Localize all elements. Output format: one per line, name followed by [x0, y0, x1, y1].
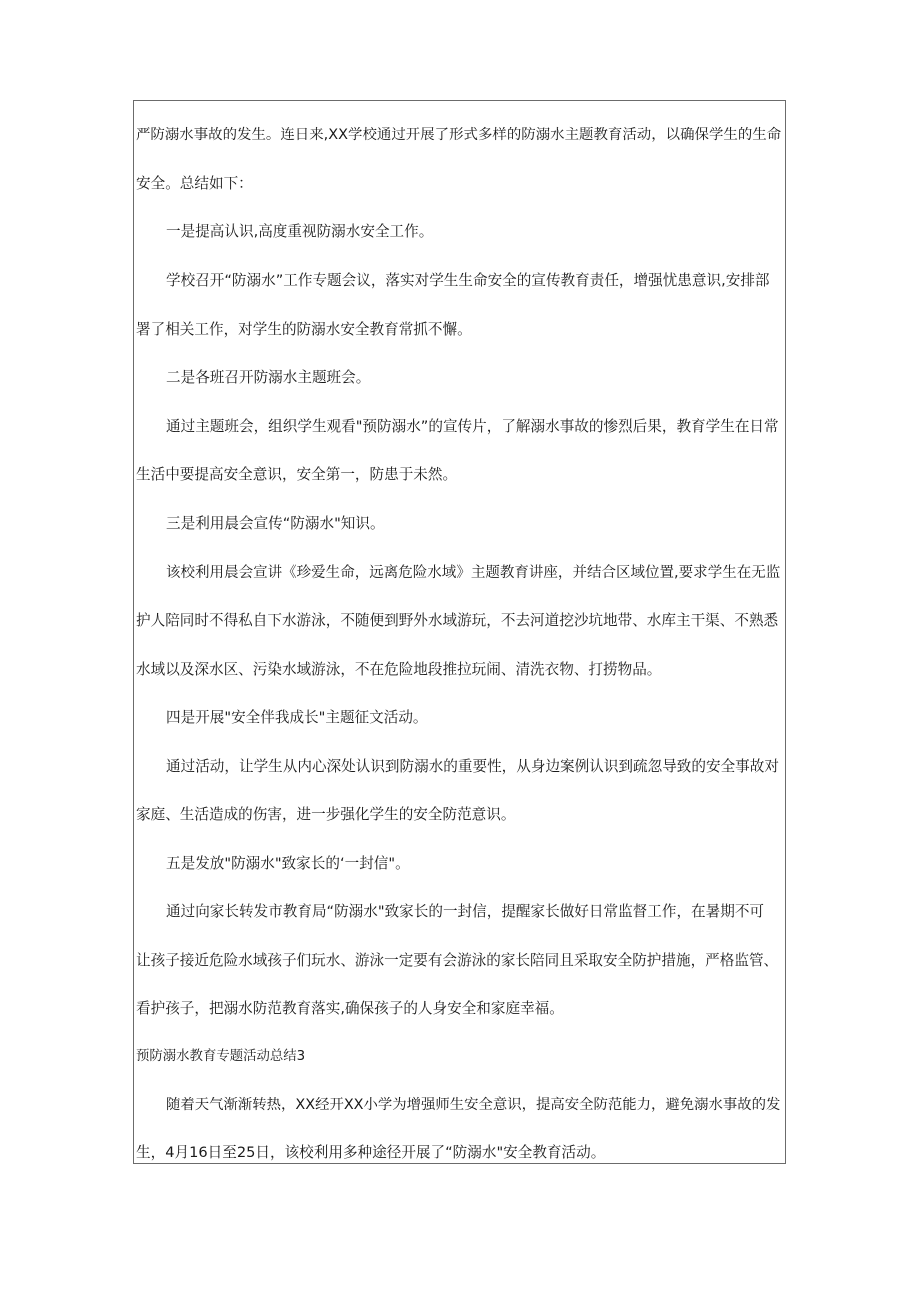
paragraph-line: 生，4月16日至25日，该校利用多种途径开展了“防溺水"安全教育活动。: [136, 1144, 606, 1161]
paragraph-line: 看护孩子，把溺水防范教育落实,确保孩子的人身安全和家庭幸福。: [136, 1000, 564, 1017]
paragraph-line: 通过活动，让学生从内心深处认识到防溺水的重要性，从身边案例认识到疏忽导致的安全事故对: [166, 758, 779, 775]
paragraph-line: 安全。总结如下：: [136, 175, 253, 192]
paragraph-line: 家庭、生活造成的伤害，进一步强化学生的安全防范意识。: [136, 806, 516, 823]
section-heading: 三是利用晨会宣传“防溺水"知识。: [166, 515, 385, 532]
document-subtitle: 预防溺水教育专题活动总结3: [136, 1049, 306, 1064]
paragraph-line: 护人陪同时不得私自下水游泳，不随便到野外水域游玩，不去河道挖沙坑地带、水库主干渠、不熟悉: [136, 612, 779, 629]
paragraph-line: 随着天气渐渐转热，XX经开XX小学为增强师生安全意识，提高安全防范能力，避免溺水事故的发: [166, 1097, 781, 1113]
paragraph-line: 生活中要提高安全意识，安全第一，防患于未然。: [136, 466, 458, 483]
section-heading: 二是各班召开防溺水主题班会。: [166, 369, 371, 386]
paragraph-line: 学校召开“防溺水”工作专题会议，落实对学生生命安全的宣传教育责任，增强忧患意识,安排部: [166, 272, 770, 289]
paragraph-line: 该校利用晨会宣讲《珍爱生命，远离危险水域》主题教育讲座，并结合区域位置,要求学生在无监: [166, 565, 781, 581]
paragraph-line: 通过主题班会，组织学生观看"预防溺水”的宣传片，了解溺水事故的惨烈后果，教育学生在日常: [166, 418, 779, 435]
section-heading: 一是提高认识,高度重视防溺水安全工作。: [166, 223, 434, 240]
paragraph-line: 署了相关工作，对学生的防溺水安全教育常抓不懈。: [136, 321, 472, 338]
paragraph-line: 严防溺水事故的发生。连日来,XX学校通过开展了形式多样的防溺水主题教育活动，以确保学生的生命: [136, 127, 782, 143]
section-heading: 五是发放"防溺水"致家长的‘一封信"。: [166, 855, 410, 872]
section-heading: 四是开展"安全伴我成长"主题征文活动。: [166, 709, 428, 726]
paragraph-line: 通过向家长转发市教育局“防溺水"致家长的一封信，提醒家长做好日常监督工作，在暑期不可: [166, 903, 765, 920]
paragraph-line: 水域以及深水区、污染水域游泳，不在危险地段推拉玩闹、清洗衣物、打捞物品。: [136, 661, 662, 678]
paragraph-line: 让孩子接近危险水域孩子们玩水、游泳一定要有会游泳的家长陪同且采取安全防护措施，严格监管、: [136, 952, 779, 969]
